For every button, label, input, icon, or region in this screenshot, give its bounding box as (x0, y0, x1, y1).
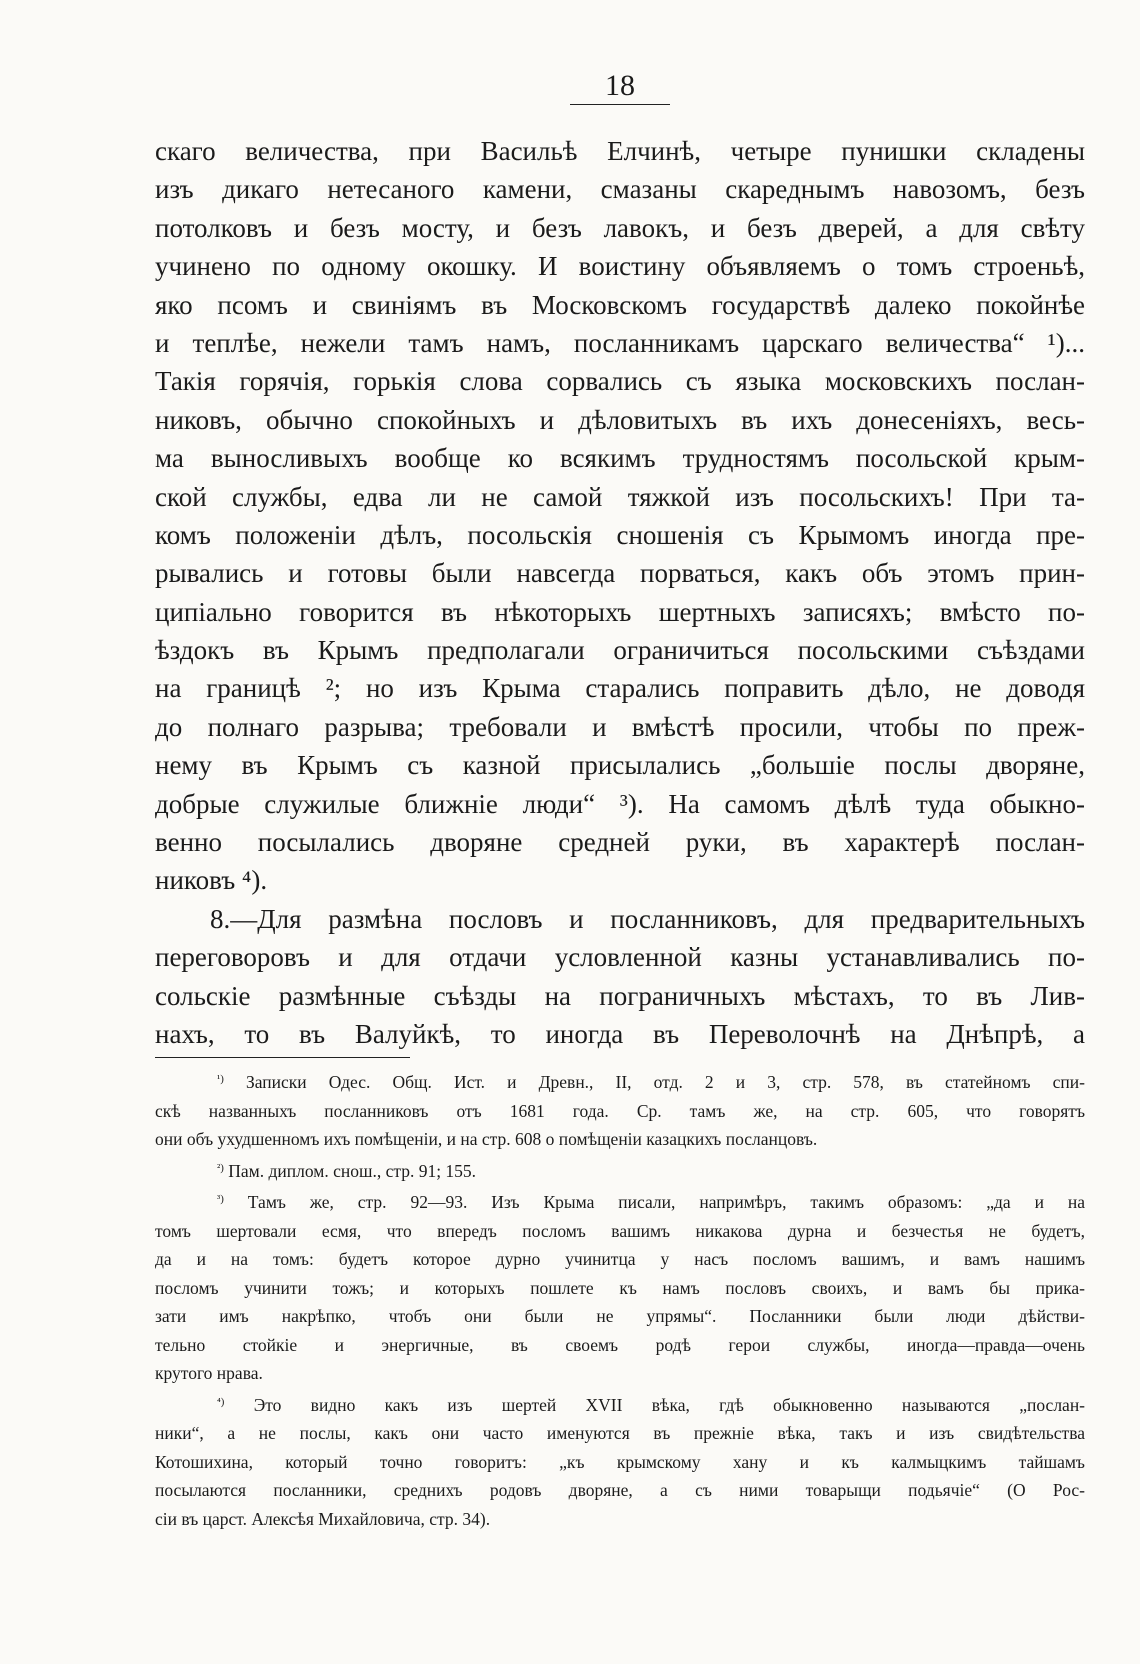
footnote-line: они объ ухудшенномъ ихъ помѣщеніи, и на стр. 608 о помѣщеніи казацкихъ посланцовъ. (155, 1129, 818, 1149)
text-line: ма выносливыхъ вообще ко всякимъ трудностямъ посольской крым- (155, 443, 1085, 474)
text-line: ѣздокъ въ Крымъ предполагали ограничиться посольскими съѣздами (155, 635, 1085, 666)
footnote-line (155, 1391, 1085, 1420)
footnote-4 (155, 1391, 1085, 1534)
footnote-line: посылаются посланники, среднихъ родовъ дворяне, а съ ними товарыщи подьячіе“ (О Рос- (155, 1480, 1085, 1500)
text-line: ципіально говорится въ нѣкоторыхъ шертныхъ записяхъ; вмѣсто по- (155, 596, 1085, 627)
text-line: комъ положеніи дѣлъ, посольскія сношенія съ Крымомъ иногда пре- (155, 519, 1085, 550)
text-line: на границѣ ²; но изъ Крыма старались поправить дѣло, не доводя (155, 673, 1085, 704)
text-line: учинено по одному окошку. И воистину объявляемъ о томъ строеньѣ, (155, 251, 1085, 282)
text-line: добрые служилые ближніе люди“ ³). На самомъ дѣлѣ туда обыкно- (155, 788, 1085, 819)
text-line: рывались и готовы были навсегда порваться, какъ объ этомъ прин- (155, 558, 1085, 589)
footnote-mark: ³) (217, 1193, 224, 1206)
text-line: никовъ ⁴). (155, 865, 268, 896)
text-line: ской службы, едва ли не самой тяжкой изъ посольскихъ! При та- (155, 481, 1085, 512)
footnote-mark: ¹) (217, 1073, 224, 1086)
footnote-line (155, 1157, 1085, 1186)
footnote-text: Тамъ же, стр. 92—93. Изъ Крыма писали, напримѣръ, такимъ образомъ: „да и на (247, 1192, 1086, 1212)
footnote-line: зати имъ накрѣпко, чтобъ они были не упрямы“. Посланники были люди дѣйстви- (155, 1306, 1085, 1326)
footnote-text: Это видно какъ изъ шертей XVII вѣка, гдѣ обыкновенно называются „послан- (253, 1394, 1086, 1415)
footnote-1 (155, 1068, 1085, 1154)
text-line: изъ дикаго нетесаного камени, смазаны скареднымъ навозомъ, безъ (155, 174, 1085, 205)
text-line: скаго величества, при Васильѣ Елчинѣ, четыре пунишки складены (155, 136, 1085, 166)
footnote-text: Записки Одес. Общ. Ист. и Древн., II, отд. 2 и 3, стр. 578, въ статейномъ спи- (245, 1072, 1085, 1092)
page-number-underline (570, 104, 670, 105)
footnote-separator (155, 1057, 410, 1058)
footnote-line (155, 1188, 1085, 1217)
footnote-line: Котошихина, который точно говоритъ: „къ крымскому хану и къ калмыцкимъ тайшамъ (155, 1451, 1085, 1472)
footnote-mark: ²) (217, 1161, 224, 1174)
paragraph-8-first-line: 8.—Для размѣна пословъ и посланниковъ, для предварительныхъ (210, 903, 1085, 934)
page-number: 18 (605, 69, 635, 102)
footnote-line: ники“, а не послы, какъ они часто именуются въ прежніе вѣка, такъ и изъ свидѣтельства (155, 1423, 1085, 1443)
footnote-line: томъ шертовали есмя, что впередъ посломъ вашимъ никакова дурна и безчестья не будетъ, (155, 1220, 1085, 1241)
text-line: сольскіе размѣнные съѣзды на пограничныхъ мѣстахъ, то въ Лив- (155, 980, 1085, 1011)
text-line: потолковъ и безъ мосту, и безъ лавокъ, и безъ дверей, а для свѣту (155, 212, 1085, 243)
footnote-line: да и на томъ: будетъ которое дурно учинитца у насъ посломъ вашимъ, и вамъ нашимъ (155, 1249, 1085, 1269)
text-line: венно посылались дворяне средней руки, въ характерѣ послан- (155, 827, 1085, 858)
text-line: никовъ, обычно спокойныхъ и дѣловитыхъ въ ихъ донесеніяхъ, весь- (155, 404, 1085, 435)
footnote-text: Пам. диплом. снош., стр. 91; 155. (228, 1160, 477, 1181)
footnote-2 (155, 1157, 1085, 1186)
footnote-line: сіи въ царст. Алексѣя Михайловича, стр. 34). (155, 1508, 491, 1529)
footnote-line: посломъ учинити тожъ; и которыхъ пошлете къ намъ пословъ своихъ, и вамъ бы прика- (155, 1277, 1085, 1298)
text-line: до полнаго разрыва; требовали и вмѣстѣ просили, чтобы по преж- (155, 711, 1085, 742)
footnote-line (155, 1068, 1085, 1097)
text-line: нахъ, то въ Валуйкѣ, то иногда въ Переволочнѣ на Днѣпрѣ, а (155, 1018, 1085, 1049)
text-line: и теплѣе, нежели тамъ намъ, посланникамъ царскаго величества“ ¹)... (155, 327, 1085, 358)
footnote-line: крутого нрава. (155, 1363, 263, 1383)
text-line: переговоровъ и для отдачи условленной казны устанавливались по- (155, 942, 1085, 973)
footnotes (155, 1068, 1085, 1536)
footnote-mark: ⁴) (217, 1395, 225, 1408)
footnote-line: скѣ названныхъ посланниковъ отъ 1681 года. Ср. тамъ же, на стр. 605, что говорятъ (155, 1100, 1085, 1121)
text-line: яко псомъ и свиніямъ въ Московскомъ государствѣ далеко покойнѣе (155, 289, 1085, 320)
main-text (155, 132, 1085, 1053)
text-line: нему въ Крымъ съ казной присылались „большіе послы дворяне, (155, 750, 1085, 781)
text-line: Такія горячія, горькія слова сорвались съ языка московскихъ послан- (155, 366, 1085, 397)
footnote-line: тельно стойкіе и энергичные, въ своемъ родѣ герои службы, иногда—правда—очень (155, 1334, 1085, 1355)
footnote-3 (155, 1188, 1085, 1388)
